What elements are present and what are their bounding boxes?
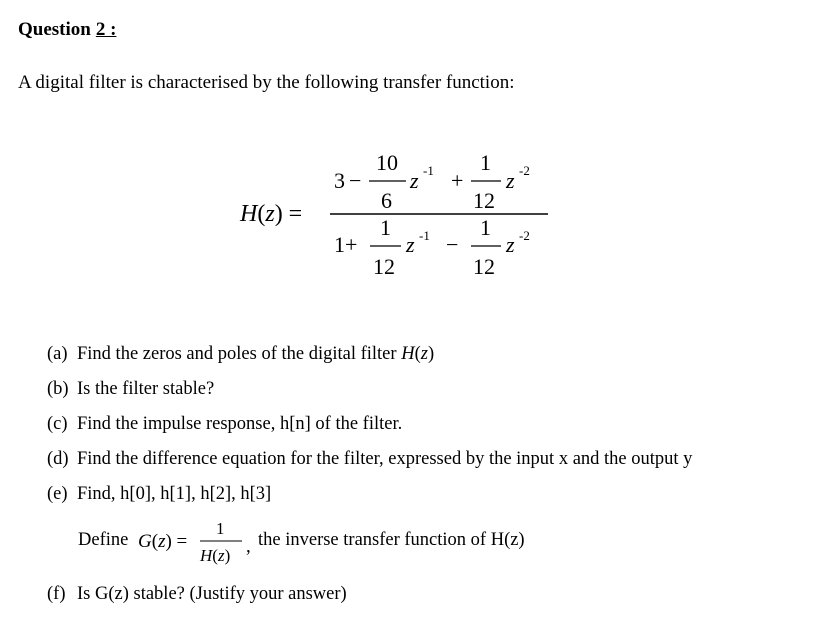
num-frac1-num: 10 <box>376 150 398 175</box>
question-title: Question <box>18 19 91 40</box>
tf-numerator <box>334 150 530 213</box>
den-exp1: -1 <box>419 228 430 243</box>
part-c <box>47 414 402 435</box>
num-z2: z <box>506 168 515 193</box>
den-frac1-num: 1 <box>380 215 391 240</box>
definition-prefix: Define <box>78 530 129 550</box>
g-lhs: G(z) = <box>138 531 188 552</box>
num-const: 3 <box>334 168 345 193</box>
part-label: (a) <box>47 344 68 364</box>
g-frac-den: H(z) <box>200 546 231 565</box>
part-text: Find the difference equation for the filter, expressed by the input x and the output y <box>77 449 693 469</box>
num-frac1-den: 6 <box>381 188 392 213</box>
part-text: Find the impulse response, h[n] of the filter. <box>77 414 403 434</box>
part-a: (a) Find the zeros and poles of the digital filter H(z) <box>47 344 435 364</box>
num-exp2: -2 <box>519 163 530 178</box>
den-z2: z <box>506 232 515 257</box>
part-label: (d) <box>47 449 69 469</box>
g-definition-equation <box>134 512 264 572</box>
part-text: Find the zeros and poles of the digital filter <box>77 344 402 364</box>
num-frac2-den: 12 <box>473 188 495 213</box>
part-label: (b) <box>47 379 69 399</box>
den-frac2-den: 12 <box>473 254 495 279</box>
intro-text: A digital filter is characterised by the following transfer function: <box>18 72 515 93</box>
part-f <box>47 584 347 605</box>
part-label: (f) <box>47 584 66 604</box>
definition-suffix: the inverse transfer function of H(z) <box>258 530 525 550</box>
part-e <box>47 484 271 505</box>
g-comma: , <box>246 536 251 557</box>
part-b <box>47 379 214 400</box>
part-text: Is the filter stable? <box>77 379 215 399</box>
part-label: (e) <box>47 484 68 504</box>
question-heading <box>18 19 116 41</box>
part-label: (c) <box>47 414 68 434</box>
den-exp2: -2 <box>519 228 530 243</box>
num-z1: z <box>410 168 419 193</box>
den-frac1-den: 12 <box>373 254 395 279</box>
num-frac2-num: 1 <box>480 150 491 175</box>
tf-denominator <box>334 215 530 279</box>
tf-lhs: H(z) = <box>240 201 303 227</box>
transfer-function-equation <box>230 140 560 290</box>
part-text: Is G(z) stable? (Justify your answer) <box>77 584 347 604</box>
part-d <box>47 449 692 470</box>
den-const: 1 <box>334 232 345 257</box>
g-frac-num: 1 <box>216 519 225 538</box>
num-minus: − <box>349 168 362 193</box>
num-exp1: -1 <box>423 163 434 178</box>
part-text: Find, h[0], h[1], h[2], h[3] <box>77 484 272 504</box>
den-plus: + <box>345 232 358 257</box>
den-z1: z <box>406 232 415 257</box>
num-plus: + <box>451 168 464 193</box>
question-number: 2 : <box>95 19 117 40</box>
den-frac2-num: 1 <box>480 215 491 240</box>
den-minus: − <box>446 232 459 257</box>
